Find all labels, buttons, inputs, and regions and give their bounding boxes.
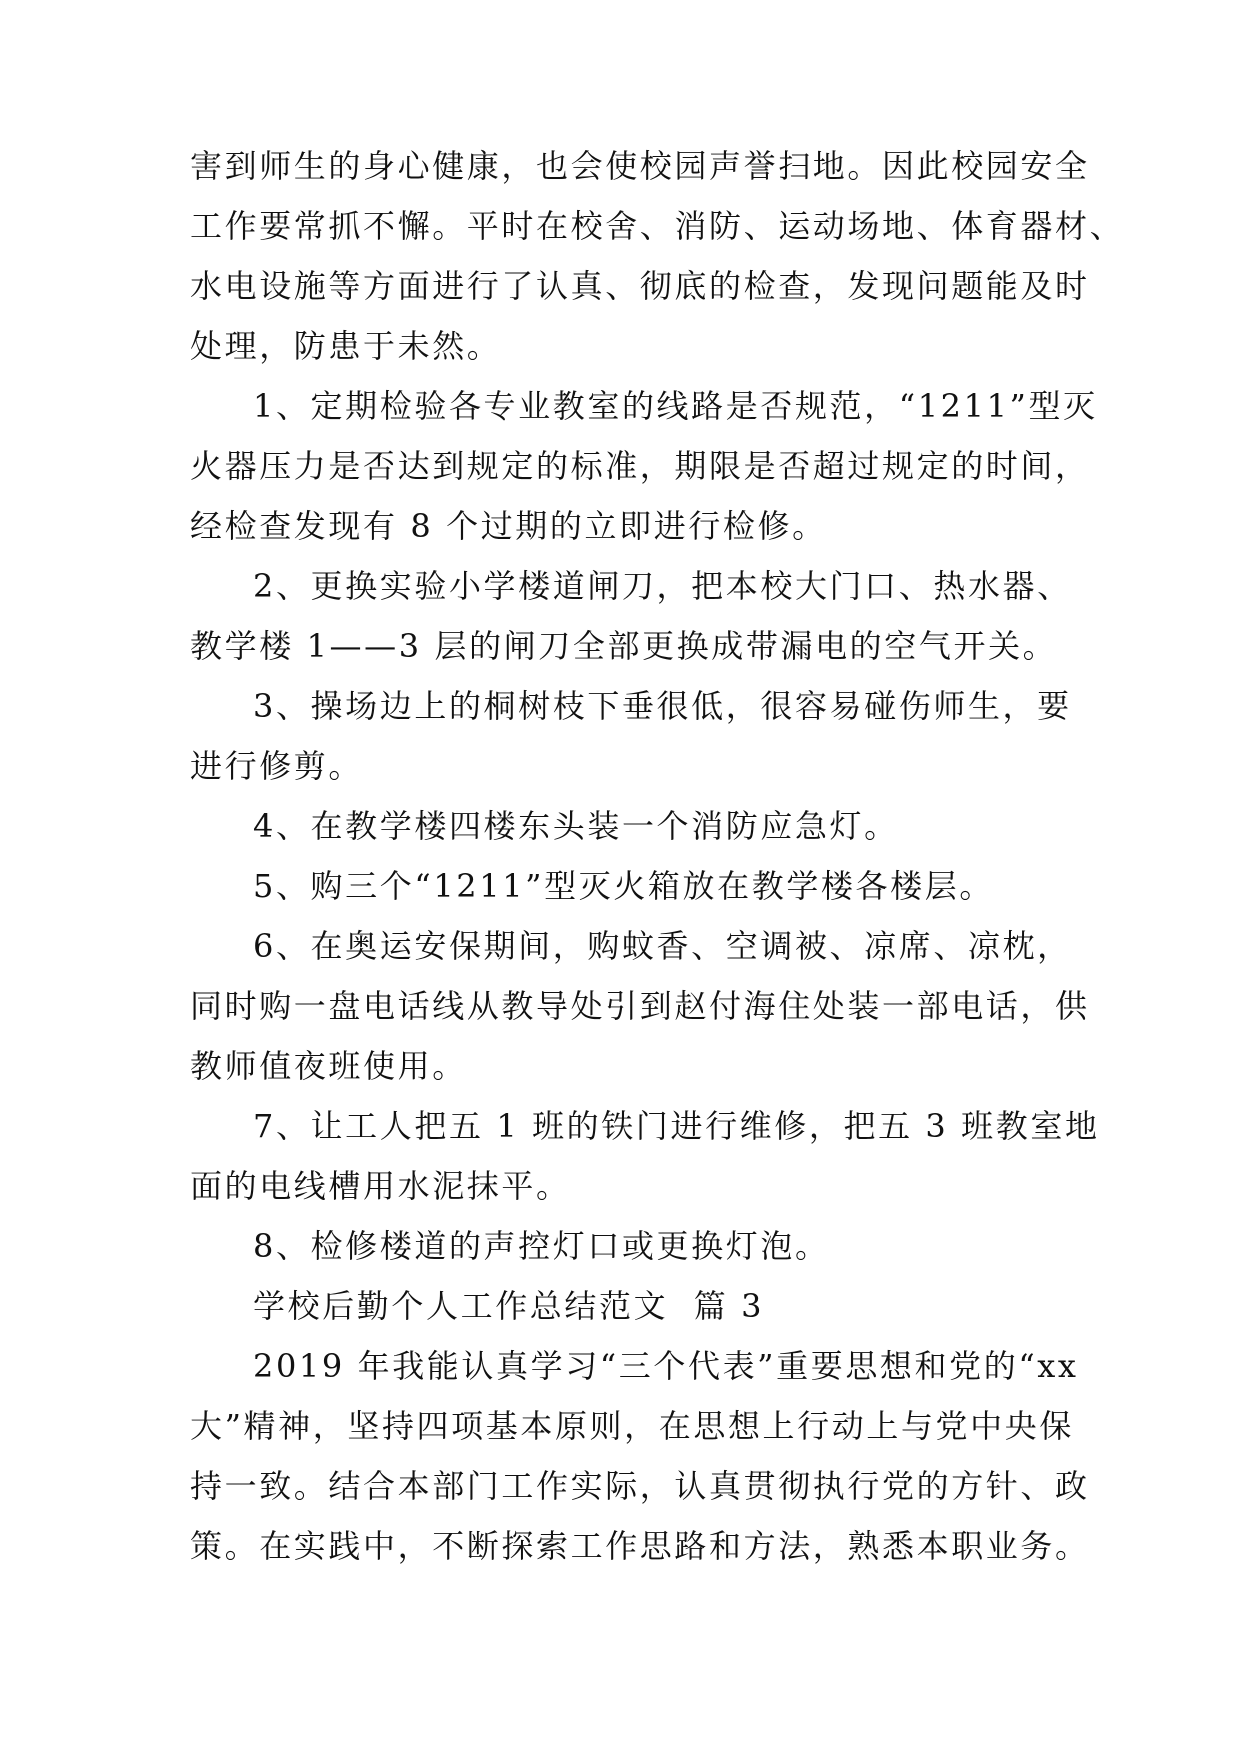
- text-line: 同时购一盘电话线从教导处引到赵付海住处装一部电话，供: [190, 987, 1090, 1025]
- list-item: 6、在奥运安保期间，购蚊香、空调被、凉席、凉枕，: [253, 927, 1072, 965]
- text-line: 策。在实践中，不断探索工作思路和方法，熟悉本职业务。: [190, 1527, 1090, 1565]
- text-line: 火器压力是否达到规定的标准，期限是否超过规定的时间，: [190, 447, 1090, 485]
- section-heading: 学校后勤个人工作总结范文 篇 3: [253, 1287, 765, 1325]
- text-line: 经检查发现有 8 个过期的立即进行检修。: [190, 507, 827, 545]
- list-item: 4、在教学楼四楼东头装一个消防应急灯。: [253, 807, 899, 845]
- text-line: 进行修剪。: [190, 747, 364, 785]
- list-item: 3、操场边上的桐树枝下垂很低，很容易碰伤师生，要: [253, 687, 1072, 725]
- text-line: 教师值夜班使用。: [190, 1047, 467, 1085]
- paragraph-start: 2019 年我能认真学习“三个代表”重要思想和党的“xx: [253, 1347, 1079, 1385]
- list-item: 7、让工人把五 1 班的铁门进行维修，把五 3 班教室地: [253, 1107, 1100, 1145]
- text-line: 教学楼 1——3 层的闸刀全部更换成带漏电的空气开关。: [190, 627, 1058, 665]
- text-line: 持一致。结合本部门工作实际，认真贯彻执行党的方针、政: [190, 1467, 1090, 1505]
- list-item: 5、购三个“1211”型灭火箱放在教学楼各楼层。: [253, 867, 994, 905]
- list-item: 2、更换实验小学楼道闸刀，把本校大门口、热水器、: [253, 567, 1072, 605]
- text-line: 大”精神，坚持四项基本原则，在思想上行动上与党中央保: [190, 1407, 1074, 1445]
- text-line: 害到师生的身心健康，也会使校园声誉扫地。因此校园安全: [190, 147, 1090, 185]
- text-line: 处理，防患于未然。: [190, 327, 502, 365]
- text-line: 水电设施等方面进行了认真、彻底的检查，发现问题能及时: [190, 267, 1090, 305]
- text-line: 面的电线槽用水泥抹平。: [190, 1167, 571, 1205]
- text-line: 工作要常抓不懈。平时在校舍、消防、运动场地、体育器材、: [190, 207, 1125, 245]
- list-item: 8、检修楼道的声控灯口或更换灯泡。: [253, 1227, 830, 1265]
- list-item: 1、定期检验各专业教室的线路是否规范，“1211”型灭: [253, 387, 1098, 425]
